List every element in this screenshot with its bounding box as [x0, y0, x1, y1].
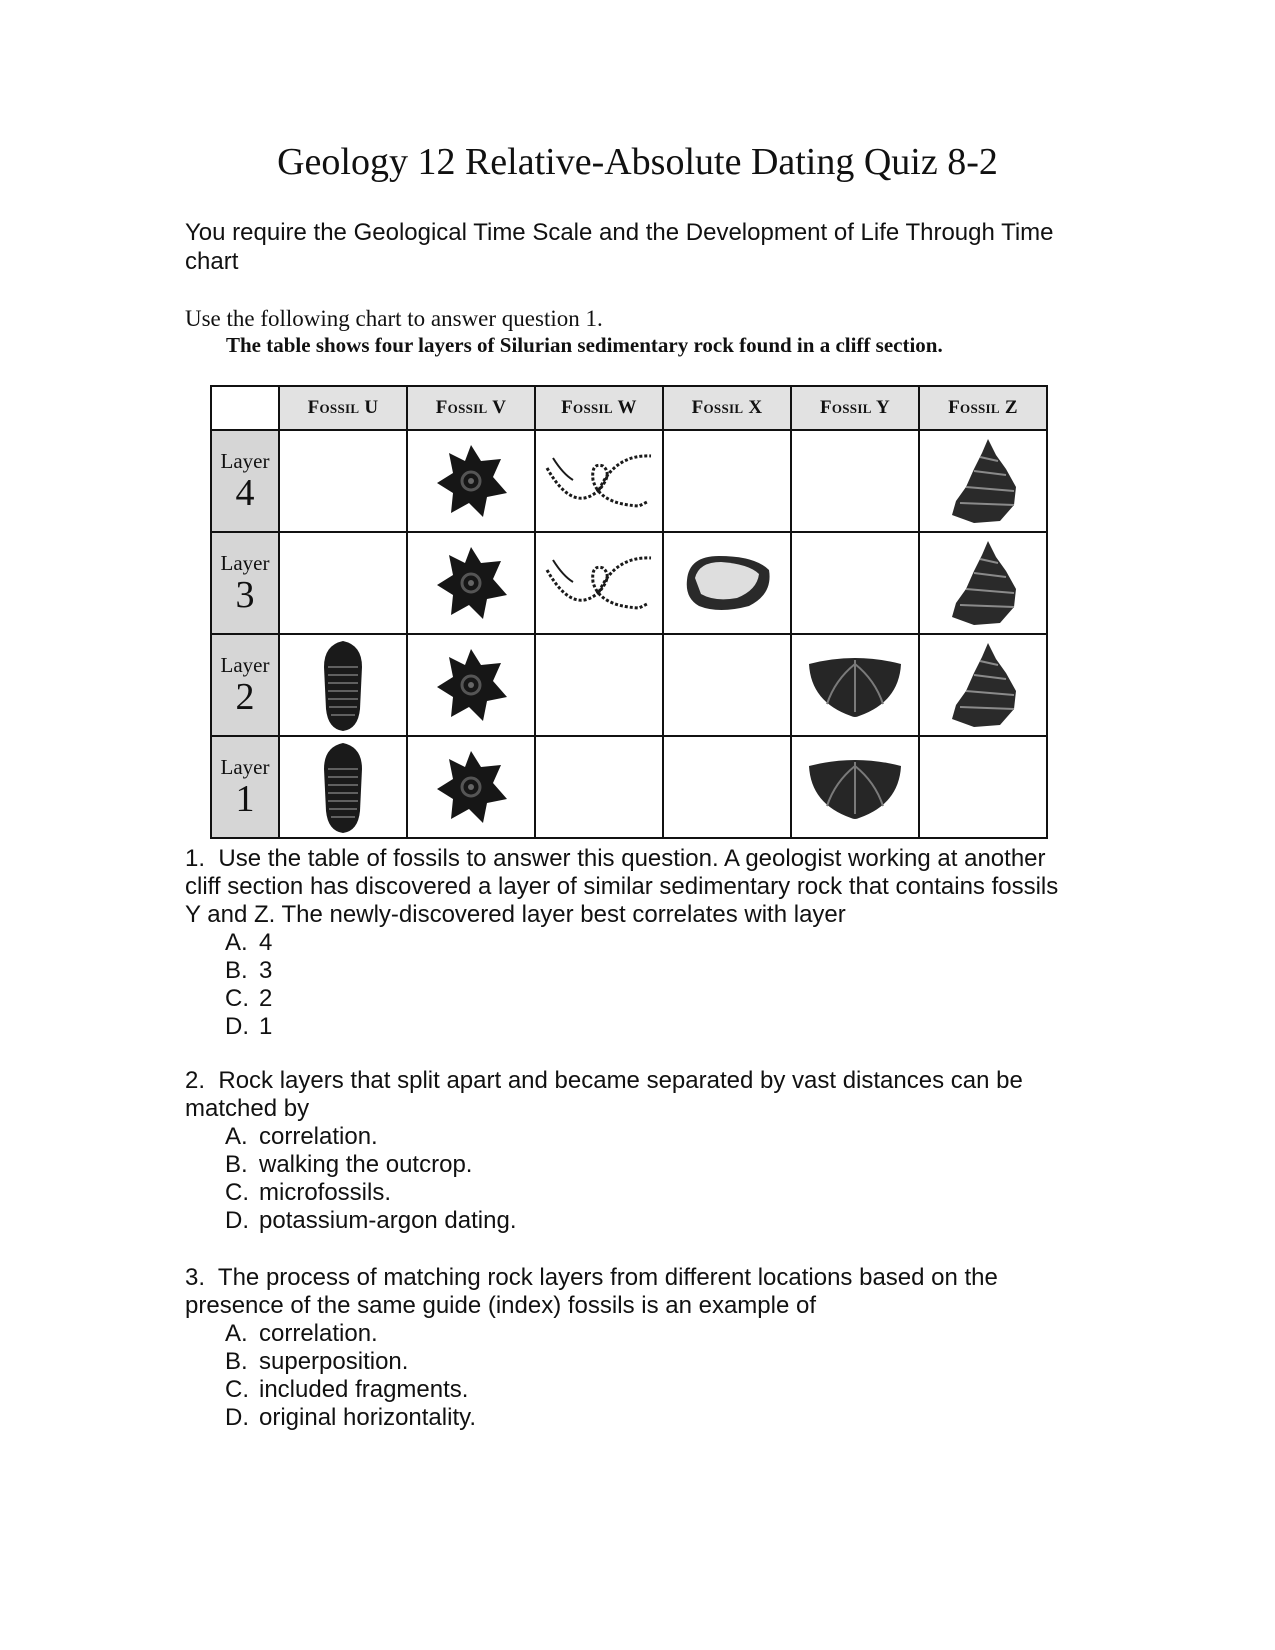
fossil-cell [663, 430, 791, 532]
trilobite-fossil-icon [280, 637, 406, 733]
choice-letter: D. [225, 1207, 249, 1234]
answer-choices [185, 929, 1065, 1041]
choice-text: 3 [259, 957, 273, 984]
choice-letter: C. [225, 985, 249, 1012]
layer-word: Layer [220, 449, 270, 473]
fossil-cell [663, 634, 791, 736]
layer-number: 1 [235, 778, 255, 820]
question-text [185, 1067, 1065, 1123]
layer-label-cell [211, 532, 279, 634]
question-text [185, 845, 1065, 929]
choice-letter: C. [225, 1376, 249, 1403]
clam-fossil-icon [664, 550, 790, 616]
fossil-cell [791, 736, 919, 838]
fossil-table-body [211, 430, 1047, 838]
fossil-cell [663, 736, 791, 838]
fossil-cell [407, 634, 535, 736]
choice-letter: A. [225, 929, 248, 956]
question-text [185, 1264, 1065, 1320]
question-number: 2. [185, 1067, 206, 1094]
choice-letter: C. [225, 1179, 249, 1206]
fossil-cell [791, 634, 919, 736]
choice-letter: D. [225, 1013, 249, 1040]
snail-fossil-icon [920, 537, 1046, 629]
answer-choices [185, 1123, 1065, 1235]
fossil-cell [791, 430, 919, 532]
answer-choice[interactable] [225, 1404, 1065, 1432]
fossil-table-row [211, 736, 1047, 838]
choice-letter: A. [225, 1320, 248, 1347]
snail-fossil-icon [920, 639, 1046, 731]
layer-word: Layer [220, 653, 270, 677]
question-1 [185, 845, 1065, 1041]
choice-letter: D. [225, 1404, 249, 1431]
fossil-table-header-row [211, 386, 1047, 430]
choice-text: potassium-argon dating. [259, 1207, 517, 1234]
answer-choices [185, 1320, 1065, 1432]
choice-text: included fragments. [259, 1376, 469, 1403]
layer-number: 2 [235, 676, 255, 718]
starfish-fossil-icon [408, 643, 534, 727]
choice-letter: B. [225, 957, 248, 984]
question-number: 1. [185, 845, 206, 872]
answer-choice[interactable] [225, 1013, 1065, 1041]
brachiopod-fossil-icon [792, 650, 918, 720]
starfish-fossil-icon [408, 439, 534, 523]
choice-text: microfossils. [259, 1179, 392, 1206]
fossil-cell [407, 532, 535, 634]
answer-choice[interactable] [225, 1123, 1065, 1151]
layer-number: 3 [235, 574, 255, 616]
fossil-cell [279, 736, 407, 838]
brachiopod-fossil-icon [792, 752, 918, 822]
choice-letter: B. [225, 1348, 248, 1375]
fossil-cell [791, 532, 919, 634]
answer-choice[interactable] [225, 1151, 1065, 1179]
answer-choice[interactable] [225, 1348, 1065, 1376]
table-corner-cell [211, 386, 279, 430]
question-body: Rock layers that split apart and became separated by vast distances can be matched by [185, 1067, 1023, 1122]
table-caption: The table shows four layers of Silurian sedimentary rock found in a cliff section. [226, 333, 943, 357]
layer-number: 4 [235, 472, 255, 514]
choice-text: original horizontality. [259, 1404, 476, 1431]
answer-choice[interactable] [225, 957, 1065, 985]
starfish-fossil-icon [408, 541, 534, 625]
column-header: Fossil V [407, 386, 535, 430]
fossil-cell [407, 736, 535, 838]
column-header: Fossil Y [791, 386, 919, 430]
choice-letter: B. [225, 1151, 248, 1178]
answer-choice[interactable] [225, 1376, 1065, 1404]
column-header: Fossil X [663, 386, 791, 430]
fossil-cell [535, 634, 663, 736]
answer-choice[interactable] [225, 985, 1065, 1013]
column-header: Fossil Z [919, 386, 1047, 430]
intro-text: You require the Geological Time Scale and the Development of Life Through Time chart [185, 219, 1054, 275]
fossil-cell [535, 736, 663, 838]
starfish-fossil-icon [408, 745, 534, 829]
layer-label-cell [211, 736, 279, 838]
answer-choice[interactable] [225, 1207, 1065, 1235]
fossil-table-row [211, 430, 1047, 532]
graptolite-fossil-icon [536, 546, 662, 620]
fossil-cell [919, 634, 1047, 736]
answer-choice[interactable] [225, 1179, 1065, 1207]
fossil-table-row [211, 532, 1047, 634]
question-body: Use the table of fossils to answer this question. A geologist working at another cliff section has discovered a layer of similar sedimentary rock that contains fossils Y and Z. The newly-discovered layer best correlates with layer [185, 845, 1059, 928]
trilobite-fossil-icon [280, 739, 406, 835]
layer-word: Layer [220, 755, 270, 779]
fossil-cell [279, 532, 407, 634]
choice-text: 4 [259, 929, 273, 956]
column-header: Fossil U [279, 386, 407, 430]
answer-choice[interactable] [225, 929, 1065, 957]
choice-text: 1 [259, 1013, 273, 1040]
layer-label-cell [211, 430, 279, 532]
question-body: The process of matching rock layers from different locations based on the presence of the same guide (index) fossils is an example of [185, 1264, 998, 1319]
layer-word: Layer [220, 551, 270, 575]
snail-fossil-icon [920, 435, 1046, 527]
fossil-cell [279, 430, 407, 532]
graptolite-fossil-icon [536, 444, 662, 518]
fossil-table [210, 385, 1048, 839]
fossil-cell [279, 634, 407, 736]
fossil-cell [535, 430, 663, 532]
fossil-cell [919, 736, 1047, 838]
question-2 [185, 1067, 1065, 1235]
fossil-table-row [211, 634, 1047, 736]
fossil-cell [663, 532, 791, 634]
answer-choice[interactable] [225, 1320, 1065, 1348]
fossil-cell [919, 430, 1047, 532]
column-header: Fossil W [535, 386, 663, 430]
chart-lead-text: Use the following chart to answer question 1. [185, 306, 603, 331]
choice-text: correlation. [259, 1123, 378, 1150]
question-number: 3. [185, 1264, 206, 1291]
choice-text: 2 [259, 985, 273, 1012]
choice-text: walking the outcrop. [259, 1151, 473, 1178]
fossil-cell [407, 430, 535, 532]
choice-text: superposition. [259, 1348, 409, 1375]
fossil-cell [919, 532, 1047, 634]
layer-label-cell [211, 634, 279, 736]
choice-letter: A. [225, 1123, 248, 1150]
page-title: Geology 12 Relative-Absolute Dating Quiz 8-2 [277, 141, 998, 183]
fossil-cell [535, 532, 663, 634]
question-3 [185, 1264, 1065, 1432]
choice-text: correlation. [259, 1320, 378, 1347]
